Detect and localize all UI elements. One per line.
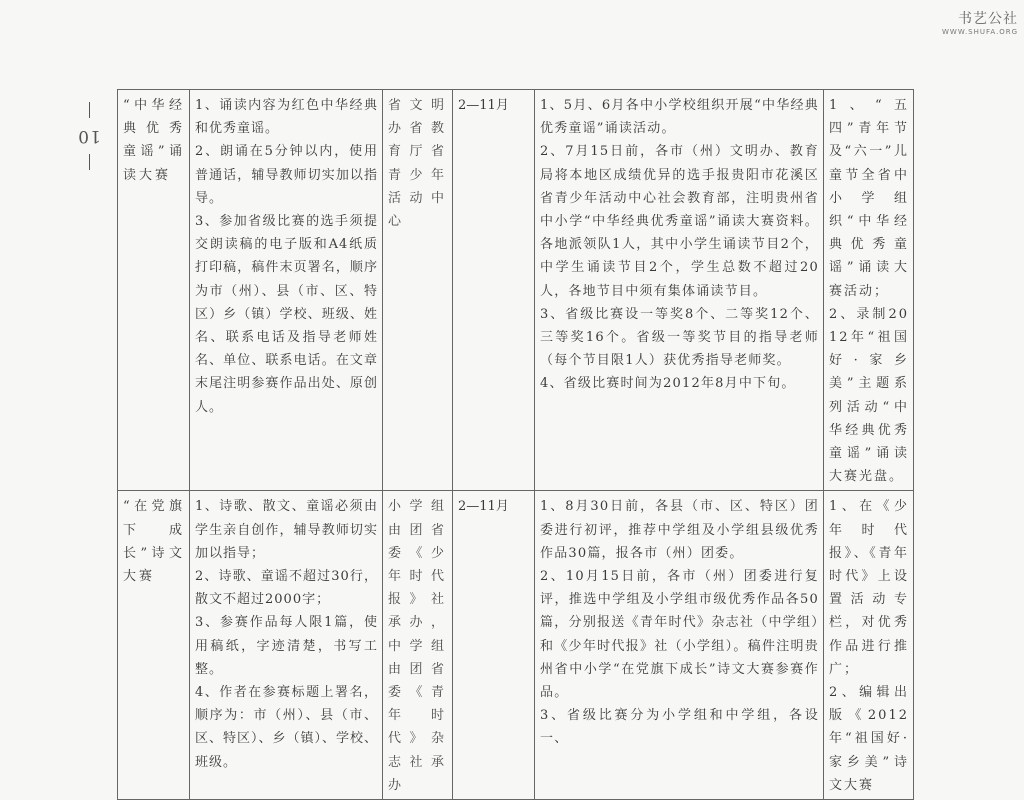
watermark-url: WWW.SHUFA.ORG	[942, 28, 1019, 36]
activity-name-cell: “中华经典优秀童谣”诵读大赛	[118, 90, 190, 491]
watermark-logo-mark: 书艺公社	[958, 11, 1018, 27]
organizer-cell: 小学组由团省委《少年时代报》社承办，中学组由团省委《青年时代》杂志社承办	[383, 491, 453, 800]
page-number-dash-bottom	[89, 154, 90, 170]
requirement-item: 1、诵读内容为红色中华经典和优秀童谣。	[195, 98, 378, 137]
requirements-cell	[190, 90, 383, 491]
table-row	[118, 90, 914, 491]
steps-cell	[535, 491, 824, 800]
time-cell: 2—11月	[453, 90, 535, 491]
organizer-cell: 省文明办省教育厅省青少年活动中心	[383, 90, 453, 491]
watermark-logo	[942, 8, 1018, 42]
activity-table	[117, 89, 914, 800]
step-item: 1、8月30日前，各县（市、区、特区）团委进行初评，推荐中学组及小学组县级优秀作品30篇，报各市（州）团委。	[540, 499, 819, 561]
activities-cell	[824, 90, 914, 491]
requirement-item: 3、参加省级比赛的选手须提交朗读稿的电子版和A4纸质打印稿，稿件末页署名，顺序为市（州）、县（市、区、特区）乡（镇）学校、班级、姓名、联系电话及指导老师姓名、单位、联系电话。在文章末尾注明参赛作品出处、原创人。	[195, 214, 378, 415]
page-number-value: 10	[77, 125, 101, 146]
activity-item: 2、录制2012年“祖国好·家乡美”主题系列活动“中华经典优秀童谣”诵读大赛光盘。	[829, 306, 909, 485]
requirement-item: 4、作者在参赛标题上署名，顺序为：市（州）、县（市、区、特区）、乡（镇）、学校、班级。	[195, 685, 379, 770]
requirement-item: 2、朗诵在5分钟以内，使用普通话，辅导教师切实加以指导。	[195, 144, 378, 206]
step-item: 3、省级比赛分为小学组和中学组，各设一、	[540, 708, 819, 747]
time-cell: 2—11月	[453, 491, 535, 800]
step-item: 2、10月15日前，各市（州）团委进行复评，推选中学组及小学组市级优秀作品各50篇，分别报送《青年时代》杂志社（中学组）和《少年时代报》社（小学组）。稿件注明贵州省中小学“在党旗下成长”诗文大赛参赛作品。	[540, 569, 819, 701]
requirement-item: 2、诗歌、童谣不超过30行，散文不超过2000字；	[195, 569, 378, 608]
activity-name-cell: “在党旗下成长”诗文大赛	[118, 491, 190, 800]
table-row	[118, 491, 914, 800]
activity-item: 2、编辑出版《2012年“祖国好·家乡美”诗文大赛	[829, 685, 909, 793]
activity-item: 1、在《少年时代报》、《青年时代》上设置活动专栏，对优秀作品进行推广；	[829, 499, 909, 677]
step-item: 2、7月15日前，各市（州）文明办、教育局将本地区成绩优异的选手报贵阳市花溪区省青少年活动中心社会教育部，注明贵州省中小学“中华经典优秀童谣”诵读大赛资料。各地派领队1人，其中小学生诵读节目2个，中学生诵读节目2个，学生总数不超过20人，各地节目中须有集体诵读节目。	[540, 144, 819, 299]
step-item: 3、省级比赛设一等奖8个、二等奖12个、三等奖16个。省级一等奖节目的指导老师（每个节目限1人）获优秀指导老师奖。	[540, 306, 819, 369]
page-number	[78, 100, 100, 200]
activities-cell	[824, 491, 914, 800]
step-item: 1、5月、6月各中小学校组织开展“中华经典优秀童谣”诵读活动。	[540, 98, 819, 137]
requirements-cell	[190, 491, 383, 800]
page-number-dash-top	[89, 102, 90, 118]
activity-item: 1、“五四”青年节及“六一”儿童节全省中小学组织“中华经典优秀童谣”诵读大赛活动；	[829, 98, 909, 299]
steps-cell	[535, 90, 824, 491]
requirement-item: 1、诗歌、散文、童谣必须由学生亲自创作，辅导教师切实加以指导；	[195, 499, 378, 561]
requirement-item: 3、参赛作品每人限1篇，使用稿纸，字迹清楚，书写工整。	[195, 615, 378, 677]
step-item: 4、省级比赛时间为2012年8月中下旬。	[540, 376, 796, 392]
